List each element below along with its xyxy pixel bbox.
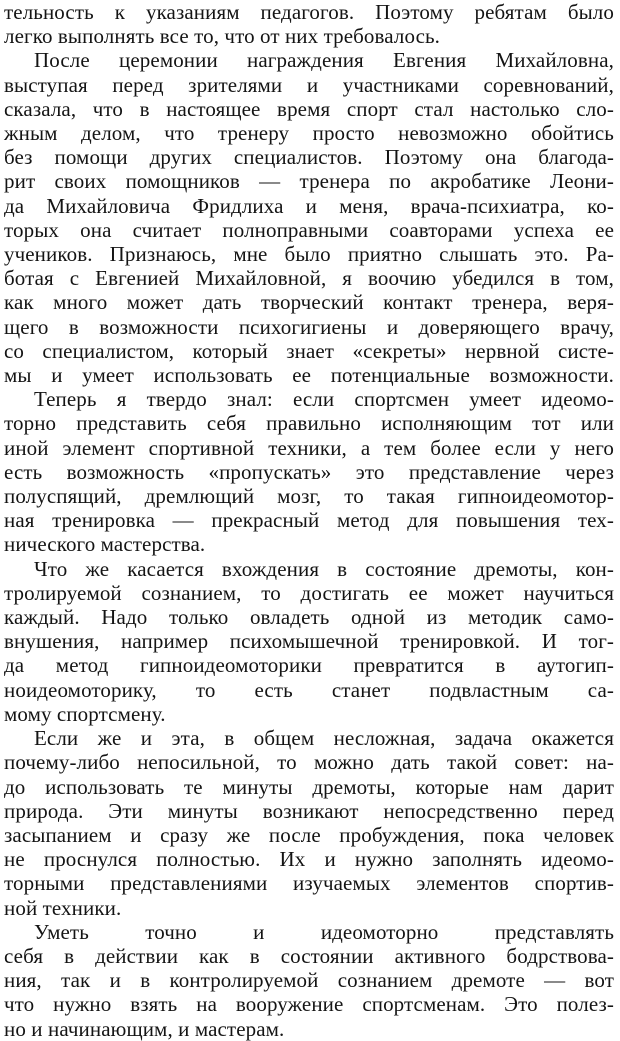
text-line: без помощи других специалистов. Поэтому она благода- xyxy=(4,145,614,170)
text-line: ная тренировка — прекрасный метод для повышения тех- xyxy=(4,508,614,533)
text-line: ния, так и в контролируемой сознанием дремоте — вот xyxy=(4,968,614,993)
paragraph-drowsiness xyxy=(4,557,614,726)
text-line: почему-либо непосильной, то можно дать такой совет: на- xyxy=(4,750,614,775)
text-line: есть возможность «пропускать» это представление через xyxy=(4,459,614,484)
text-line: выступая перед зрителями и участниками соревнований, xyxy=(4,72,614,97)
text-line: полуспящий, дремлющий мозг, то такая гипноидеомотор- xyxy=(4,484,614,509)
text-line: природа. Эти минуты возникают непосредственно перед xyxy=(4,798,614,823)
text-line: да Михайловича Фридлиха и меня, врача-психиатра, ко- xyxy=(4,193,614,218)
text-line: себя в действии как в состоянии активного бодрствова- xyxy=(4,943,614,968)
text-line: до использовать те минуты дремоты, которые нам дарит xyxy=(4,774,614,799)
text-line: иной элемент спортивной техники, а тем более если у него xyxy=(4,435,614,460)
text-line: каждый. Надо только овладеть одной из методик само- xyxy=(4,605,614,630)
text-line: торными представлениями изучаемых элементов спортив- xyxy=(4,871,614,896)
text-line: Уметь точно и идеомоторно представлять xyxy=(34,919,614,944)
text-line: ной техники. xyxy=(4,895,122,920)
text-line: щего в возможности психогигиены и доверяющего врачу, xyxy=(4,314,614,339)
text-line: да метод гипноидеомоторики превратится в аутогип- xyxy=(4,653,614,678)
text-line: сказала, что в настоящее время спорт стал настолько сло- xyxy=(4,96,614,121)
text-line: как много может дать творческий контакт тренера, веря- xyxy=(4,290,614,315)
text-line: ботая с Евгенией Михайловной, я воочию убедился в том, xyxy=(4,266,614,291)
text-line: засыпанием и сразу же после пробуждения, пока человек xyxy=(4,822,614,847)
text-line: ноидеомоторику, то есть станет подвластным са- xyxy=(4,677,614,702)
text-line: что нужно взять на вооружение спортсменам. Это полез- xyxy=(4,992,614,1017)
paragraph-ideomotor xyxy=(4,387,614,556)
text-line: внушения, например психомышечной тренировкой. И тог- xyxy=(4,629,614,654)
text-line: После церемонии награждения Евгения Михайловна, xyxy=(34,48,614,73)
text-line: нического мастерства. xyxy=(4,532,206,557)
text-line: Если же и эта, в общем несложная, задача окажется xyxy=(34,726,614,751)
text-line: тролируемой сознанием, то достигать ее может научиться xyxy=(4,580,614,605)
text-line: Что же касается вхождения в состояние дремоты, кон- xyxy=(34,556,614,581)
paragraph-continuation xyxy=(4,0,614,48)
text-line: мы и умеет использовать ее потенциальные возможности. xyxy=(4,363,614,388)
text-line: не проснулся полностью. Их и нужно заполнять идеомо- xyxy=(4,847,614,872)
text-line: торно представить себя правильно исполняющим тот или xyxy=(4,411,614,436)
text-line: мому спортсмену. xyxy=(4,701,166,726)
text-line: рит своих помощников — тренера по акробатике Леони- xyxy=(4,169,614,194)
text-line: тельность к указаниям педагогов. Поэтому ребятам было xyxy=(4,0,614,24)
text-line: Теперь я твердо знал: если спортсмен умеет идеомо- xyxy=(34,387,614,412)
text-line: учеников. Признаюсь, мне было приятно слышать это. Ра- xyxy=(4,242,614,267)
text-line: легко выполнять все то, что от них требовалось. xyxy=(4,24,441,49)
paragraph-advice xyxy=(4,726,614,920)
text-line: но и начинающим, и мастерам. xyxy=(4,1016,285,1041)
text-line: жным делом, что тренеру просто невозможно обойтись xyxy=(4,121,614,146)
text-line: со специалистом, который знает «секреты» нервной систе- xyxy=(4,338,614,363)
paragraph-conclusion xyxy=(4,920,614,1041)
paragraph-ceremony xyxy=(4,48,614,387)
text-line: торых она считает полноправными соавторами успеха ее xyxy=(4,217,614,242)
